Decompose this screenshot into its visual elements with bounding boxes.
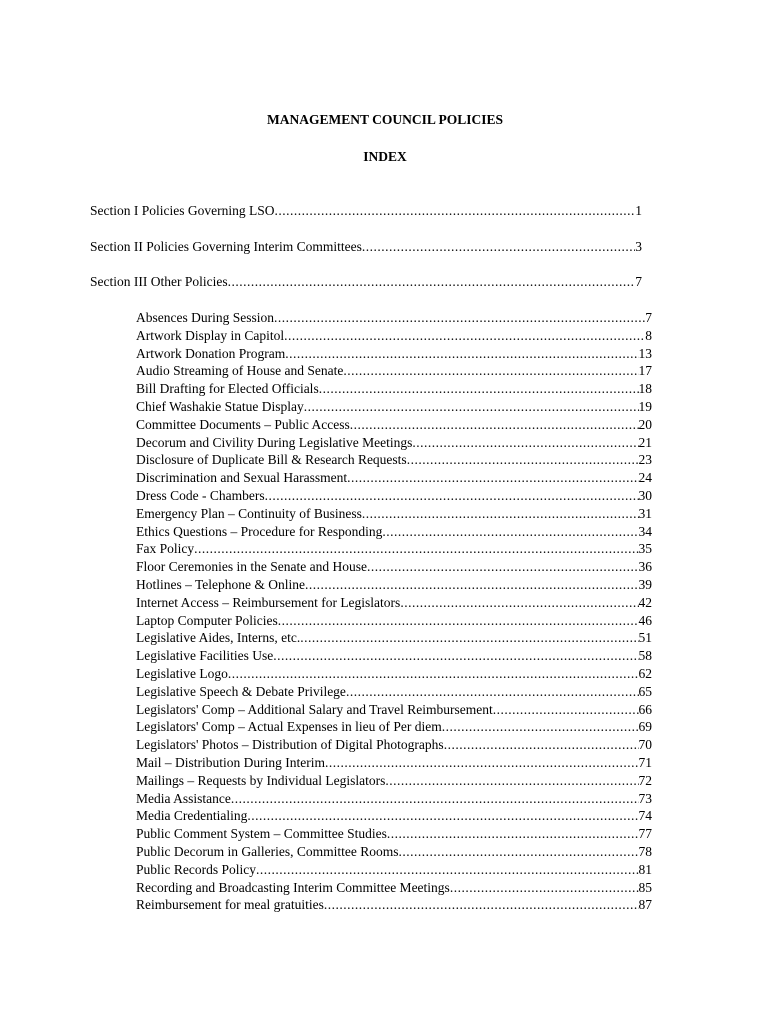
toc-page-number: 31 <box>638 505 652 521</box>
index-heading: INDEX <box>363 149 407 164</box>
toc-entry <box>136 736 652 754</box>
toc-entry-label: Public Comment System – Committee Studies <box>136 826 387 842</box>
toc-page-number: 46 <box>638 612 652 628</box>
dot-leader <box>278 612 639 630</box>
toc-entry <box>136 416 652 434</box>
toc-entry-label: Artwork Donation Program <box>136 345 286 361</box>
toc-page-number: 7 <box>645 310 652 325</box>
toc-entry <box>136 380 652 398</box>
dot-leader <box>362 505 639 523</box>
toc-page-number: 19 <box>638 398 652 414</box>
dot-leader <box>412 434 638 452</box>
dot-leader <box>304 398 639 416</box>
toc-entry-label: Absences During Session <box>136 310 274 325</box>
toc-entry-label: Discrimination and Sexual Harassment <box>136 470 348 486</box>
toc-entry <box>136 772 652 790</box>
dot-leader <box>228 665 639 683</box>
dot-leader <box>442 718 639 736</box>
toc-entry <box>136 718 652 736</box>
toc-entry <box>136 896 652 914</box>
toc-entry <box>136 434 652 452</box>
dot-leader <box>367 558 639 576</box>
dot-leader <box>444 736 639 754</box>
toc-entry-label: Legislators' Comp – Actual Expenses in lieu of Per diem <box>136 719 442 735</box>
toc-entry-label: Hotlines – Telephone & Online <box>136 576 306 592</box>
toc-entry-label: Artwork Display in Capitol <box>136 327 285 343</box>
toc-entry <box>136 861 652 879</box>
dot-leader <box>265 487 639 505</box>
toc-page-number: 20 <box>638 416 652 432</box>
toc-entry-label: Public Records Policy <box>136 861 256 877</box>
dot-leader <box>325 754 639 772</box>
toc-page-number: 36 <box>638 559 652 575</box>
toc-entry <box>136 576 652 594</box>
toc-page-number: 70 <box>638 737 652 753</box>
toc-entry-label: Dress Code - Chambers <box>136 487 265 503</box>
toc-entry-label: Disclosure of Duplicate Bill & Research Requests <box>136 452 407 468</box>
toc-entry-label: Legislative Facilities Use <box>136 648 274 664</box>
dot-leader <box>194 540 638 558</box>
toc-page-number: 66 <box>638 701 652 717</box>
toc-entry-label: Decorum and Civility During Legislative Meetings <box>136 434 413 450</box>
toc-section-label: Section I Policies Governing LSO <box>90 203 275 218</box>
toc-entry <box>136 807 652 825</box>
toc-page-number: 7 <box>635 274 642 289</box>
toc-entry <box>136 451 652 469</box>
toc-page-number: 71 <box>638 754 652 770</box>
toc-page-number: 51 <box>638 630 652 646</box>
toc-entry-label: Ethics Questions – Procedure for Responding <box>136 523 383 539</box>
toc-page-number: 39 <box>638 576 652 592</box>
toc-entry <box>136 825 652 843</box>
dot-leader <box>305 576 638 594</box>
toc-entry-label: Bill Drafting for Elected Officials <box>136 381 319 397</box>
toc-page-number: 42 <box>638 594 652 610</box>
toc-entry-label: Legislators' Photos – Distribution of Digital Photographs <box>136 737 444 753</box>
dot-leader <box>493 701 639 719</box>
toc-entry-label: Legislative Aides, Interns, etc. <box>136 630 301 646</box>
toc-page-number: 21 <box>638 434 652 450</box>
toc-section-1 <box>90 202 642 220</box>
dot-leader <box>350 416 639 434</box>
toc-entry-label: Public Decorum in Galleries, Committee Rooms <box>136 843 399 859</box>
toc-page-number: 85 <box>638 879 652 895</box>
dot-leader <box>274 202 635 220</box>
toc-entry <box>136 469 652 487</box>
toc-entry <box>136 362 652 380</box>
dot-leader <box>347 469 638 487</box>
dot-leader <box>273 647 638 665</box>
toc-entry-label: Chief Washakie Statue Display <box>136 398 304 414</box>
toc-entry <box>136 505 652 523</box>
toc-entry-label: Recording and Broadcasting Interim Committee Meetings <box>136 879 450 895</box>
dot-leader <box>450 879 639 897</box>
toc-section-3 <box>90 273 642 291</box>
toc-entry-label: Fax Policy <box>136 541 195 557</box>
toc-entry-label: Audio Streaming of House and Senate <box>136 363 344 379</box>
toc-page-number: 81 <box>638 861 652 877</box>
toc-entry <box>136 523 652 541</box>
dot-leader <box>319 380 639 398</box>
toc-entry-label: Mail – Distribution During Interim <box>136 754 325 770</box>
dot-leader <box>300 629 638 647</box>
toc-page-number: 72 <box>638 772 652 788</box>
toc-entry-label: Mailings – Requests by Individual Legislators <box>136 772 386 788</box>
toc-page-number: 87 <box>638 897 652 913</box>
dot-leader <box>398 843 638 861</box>
toc-entry <box>136 345 652 363</box>
toc-entry <box>136 612 652 630</box>
toc-entry-label: Media Assistance <box>136 790 231 806</box>
toc-entry-label: Reimbursement for meal gratuities <box>136 897 324 913</box>
dot-leader <box>247 807 638 825</box>
toc-entry <box>136 683 652 701</box>
toc-page-number: 23 <box>638 452 652 468</box>
toc-page-number: 69 <box>638 719 652 735</box>
toc-entry-label: Internet Access – Reimbursement for Legislators <box>136 594 401 610</box>
toc-page-number: 34 <box>638 523 652 539</box>
toc-entry-label: Floor Ceremonies in the Senate and House <box>136 559 367 575</box>
toc-entry <box>136 843 652 861</box>
toc-entry <box>136 594 652 612</box>
dot-leader <box>362 238 635 256</box>
toc-entry-label: Laptop Computer Policies <box>136 612 278 628</box>
toc-entry <box>136 309 652 327</box>
toc-entry <box>136 754 652 772</box>
toc-entry-label: Emergency Plan – Continuity of Business <box>136 505 362 521</box>
toc-page-number: 74 <box>638 808 652 824</box>
dot-leader <box>346 683 639 701</box>
toc-entry-label: Media Credentialing <box>136 808 248 824</box>
toc-entry-label: Legislators' Comp – Additional Salary and Travel Reimbursement <box>136 701 493 717</box>
dot-leader <box>274 309 645 327</box>
toc-entry <box>136 790 652 808</box>
toc-page-number: 30 <box>638 487 652 503</box>
toc-page-number: 35 <box>638 541 652 557</box>
dot-leader <box>256 861 639 879</box>
toc-entry-label: Legislative Logo <box>136 665 228 681</box>
toc-entry <box>136 327 652 345</box>
toc-entry <box>136 665 652 683</box>
toc-page-number: 73 <box>638 790 652 806</box>
toc-page-number: 8 <box>645 327 652 343</box>
toc-section-label: Section III Other Policies <box>90 274 228 289</box>
toc-entry-label: Committee Documents – Public Access <box>136 416 350 432</box>
toc-section-2 <box>90 238 642 256</box>
toc-entry <box>136 879 652 897</box>
toc-entry <box>136 487 652 505</box>
toc-page-number: 58 <box>638 648 652 664</box>
toc-section-label: Section II Policies Governing Interim Committees <box>90 239 362 254</box>
toc-page-number: 24 <box>638 470 652 486</box>
toc-page-number: 3 <box>635 239 642 254</box>
toc-page-number: 18 <box>638 381 652 397</box>
toc-entry-label: Legislative Speech & Debate Privilege <box>136 683 346 699</box>
toc-entry <box>136 398 652 416</box>
dot-leader <box>407 451 639 469</box>
toc-entry <box>136 647 652 665</box>
toc-entry-list <box>136 309 652 914</box>
toc-entry <box>136 629 652 647</box>
dot-leader <box>324 896 639 914</box>
toc-page-number: 17 <box>638 363 652 379</box>
dot-leader <box>382 523 638 541</box>
document-title: MANAGEMENT COUNCIL POLICIES <box>266 112 504 127</box>
toc-page-number: 1 <box>635 203 642 218</box>
toc-entry <box>136 540 652 558</box>
toc-page-number: 77 <box>638 826 652 842</box>
dot-leader <box>231 790 639 808</box>
dot-leader <box>284 327 645 345</box>
toc-page-number: 13 <box>638 345 652 361</box>
dot-leader <box>385 772 638 790</box>
dot-leader <box>400 594 638 612</box>
dot-leader <box>285 345 638 363</box>
toc-entry <box>136 558 652 576</box>
toc-page-number: 78 <box>638 843 652 859</box>
dot-leader <box>387 825 639 843</box>
dot-leader <box>343 362 638 380</box>
dot-leader <box>228 273 636 291</box>
toc-page-number: 62 <box>638 665 652 681</box>
toc-entry <box>136 701 652 719</box>
toc-page-number: 65 <box>638 683 652 699</box>
